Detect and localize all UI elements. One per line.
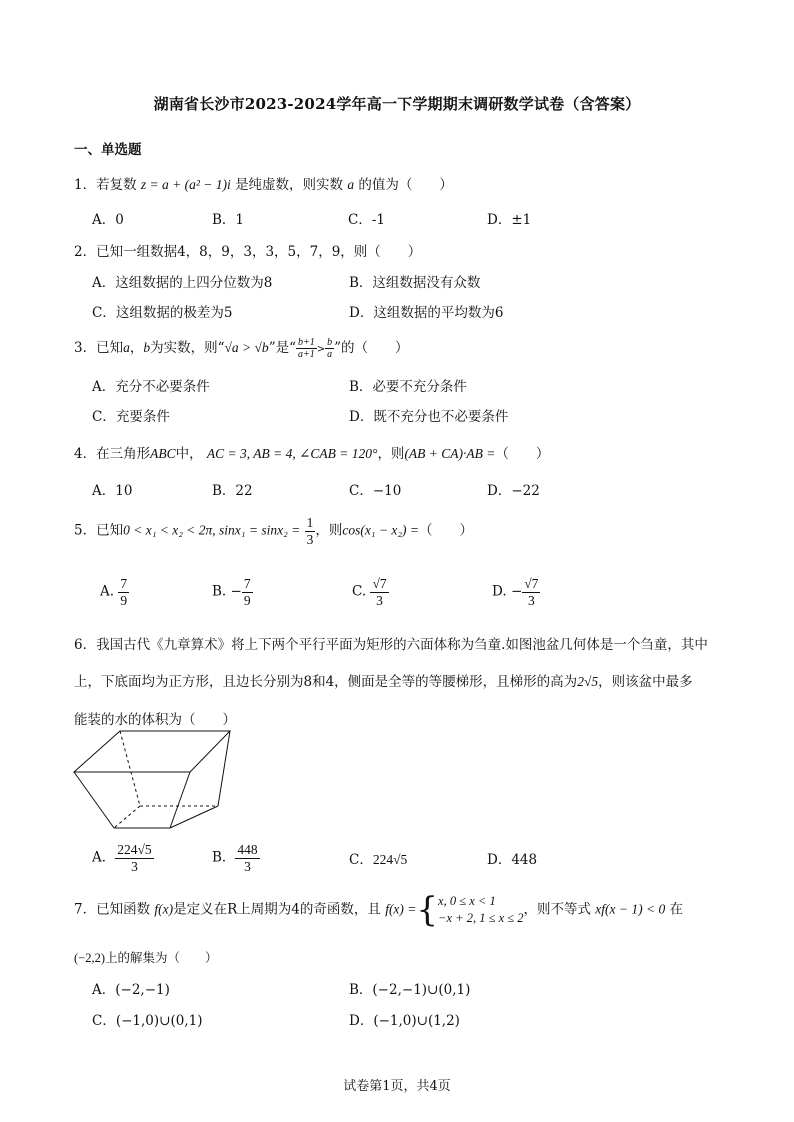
fraction: $\frac{√7}{3}$	[372, 576, 387, 608]
question-1	[74, 173, 453, 193]
question-text: 已知函数	[96, 901, 151, 918]
math-expression: f(x) =	[385, 901, 417, 917]
question-text: 的值为（ ）	[358, 177, 453, 193]
option-b: B． $\frac{448}{3}$	[212, 842, 258, 874]
question-text: 已知	[96, 340, 124, 356]
option-c: C．−10	[349, 483, 402, 499]
question-text: 我国古代《九章算术》将上下两个平行平面为矩形的六面体称为刍童.如图池盆几何体是一个刍童，其中	[96, 637, 708, 653]
piecewise-cases: x, 0 ≤ x < 1 −x + 2, 1 ≤ x ≤ 2	[438, 894, 524, 925]
math-expression: 0 < x₁ < x₂ < 2π, sinx₁ = sinx₂ =	[123, 522, 301, 538]
question-number: 2．	[74, 244, 97, 260]
question-text: 已知	[96, 522, 124, 539]
option-a: A. $\frac{7}{9}$	[100, 576, 128, 608]
right-edge-back	[218, 731, 230, 806]
question-6-line-1	[74, 633, 708, 653]
right-edge-front	[170, 772, 190, 828]
option-d: D．(−1,0)∪(1,2)	[349, 1013, 460, 1029]
page-title: 湖南省长沙市2023-2024学年高一下学期期末调研数学试卷（含答案）	[153, 95, 641, 113]
fraction: $\frac{b}{a}$	[327, 336, 333, 360]
math-expression: 2√5	[577, 674, 599, 689]
math-expression: z = a + (a² − 1)i	[140, 177, 231, 192]
question-4: 4．在三角形ABC中， AC = 3, AB = 4, ∠CAB = 120°，则(AB + CA)·AB =（ ）	[74, 446, 550, 462]
fraction: $\frac{448}{3}$	[237, 842, 258, 874]
option-b: B．22	[212, 483, 253, 499]
fraction: $\frac{√7}{3}$	[524, 576, 539, 608]
option-d: D．448	[487, 852, 538, 868]
section-heading: 一、单选题	[74, 142, 142, 158]
option-a: A．10	[92, 483, 133, 499]
fraction: $\frac{7}{9}$	[120, 576, 128, 608]
question-number: 6．	[74, 637, 97, 653]
math-variable: a	[347, 177, 355, 192]
question-2	[74, 240, 421, 260]
fraction: $\frac{224√5}{3}$	[117, 842, 152, 874]
question-text: ”的（ ）	[334, 340, 409, 356]
brace-symbol: {	[416, 890, 439, 930]
question-number: 1．	[74, 177, 97, 193]
question-text: 已知一组数据4，8，9，3，3，5，7，9，则（ ）	[96, 244, 422, 260]
option-b: B．这组数据没有众数	[349, 275, 481, 291]
question-number: 4．	[74, 446, 97, 462]
hidden-edge-back-left	[120, 731, 140, 806]
option-b: B．(−2,−1)∪(0,1)	[349, 982, 471, 998]
question-3: 3．已知a，b为实数，则“√a > √b”是“ $\frac{b+1}{a+1}$ > $\frac{b}{a}$ ”的（ ）	[74, 336, 409, 360]
option-d: D．±1	[487, 212, 532, 228]
option-b: B．必要不充分条件	[349, 379, 467, 395]
question-text: ，则该盆中最多	[598, 674, 693, 690]
question-7-line-1: 7．已知函数 f(x)是定义在R上周期为4的奇函数，且 f(x) ={ x, 0 ≤ x < 1 −x + 2, 1 ≤ x ≤ 2 ，则不等式 xf(x − 1) < 0 在	[74, 890, 684, 930]
option-a: A．这组数据的上四分位数为8	[92, 275, 273, 291]
question-number: 5．	[74, 522, 97, 539]
question-text: 为实数，则“	[150, 340, 225, 356]
option-d: D. − $\frac{√7}{3}$	[492, 576, 539, 608]
math-expression: cos(x₁ − x₂) =	[342, 522, 420, 538]
option-d: D．−22	[487, 483, 540, 499]
fraction: $\frac{7}{9}$	[243, 576, 251, 608]
option-a: A．充分不必要条件	[92, 379, 210, 395]
option-c: C．这组数据的极差为5	[92, 305, 233, 321]
question-text: 是纯虚数，则实数	[235, 177, 344, 193]
option-d: D．这组数据的平均数为6	[349, 305, 504, 321]
math-expression: xf(x − 1) < 0	[595, 901, 666, 917]
fraction: $\frac{b+1}{a+1}$	[298, 336, 315, 360]
hidden-edge-left	[114, 806, 140, 828]
question-text: 上的解集为（ ）	[105, 950, 218, 965]
question-5: 5．已知0 < x₁ < x₂ < 2π, sinx₁ = sinx₂ = $\frac{1}{3}$ ，则cos(x₁ − x₂) =（ ）	[74, 515, 474, 547]
math-expression: √a > √b	[224, 340, 269, 355]
option-a: A．0	[92, 212, 124, 228]
option-b: B．1	[212, 212, 245, 228]
option-c: C．224√5	[349, 852, 408, 868]
frustum-figure	[70, 728, 240, 838]
question-text: 在三角形	[96, 446, 151, 462]
question-number: 7．	[74, 901, 97, 918]
math-interval: (−2,2)	[74, 951, 105, 965]
question-text: 是定义在R上周期为4的奇函数，且	[173, 901, 381, 918]
left-edge-front	[74, 772, 114, 828]
option-c: C. $\frac{√7}{3}$	[352, 576, 387, 608]
question-6-line-2	[74, 670, 693, 690]
vector-expression: (AB + CA)·AB =	[404, 446, 496, 461]
question-6-line-3: 能装的水的体积为（ ）	[74, 712, 236, 728]
option-c: C．(−1,0)∪(0,1)	[92, 1013, 203, 1029]
question-text: 若复数	[96, 177, 137, 193]
option-a: A． $\frac{224√5}{3}$	[92, 842, 152, 874]
page-footer: 试卷第1页，共4页	[343, 1079, 451, 1094]
top-face	[74, 731, 230, 772]
question-7-line-2	[74, 948, 218, 966]
option-d: D．既不充分也不必要条件	[349, 409, 509, 425]
option-b: B. − $\frac{7}{9}$	[212, 576, 251, 608]
fraction: $\frac{1}{3}$	[306, 515, 314, 547]
question-number: 3．	[74, 340, 97, 356]
option-c: C．-1	[348, 212, 385, 228]
question-text: 上，下底面均为正方形，且边长分别为8和4，侧面是全等的等腰梯形，且梯形的高为	[74, 674, 578, 690]
option-a: A．(−2,−1)	[92, 982, 170, 998]
math-expression: AC = 3, AB = 4, ∠CAB = 120°	[206, 446, 378, 461]
option-c: C．充要条件	[92, 409, 170, 425]
math-expression: f(x)	[154, 901, 174, 917]
